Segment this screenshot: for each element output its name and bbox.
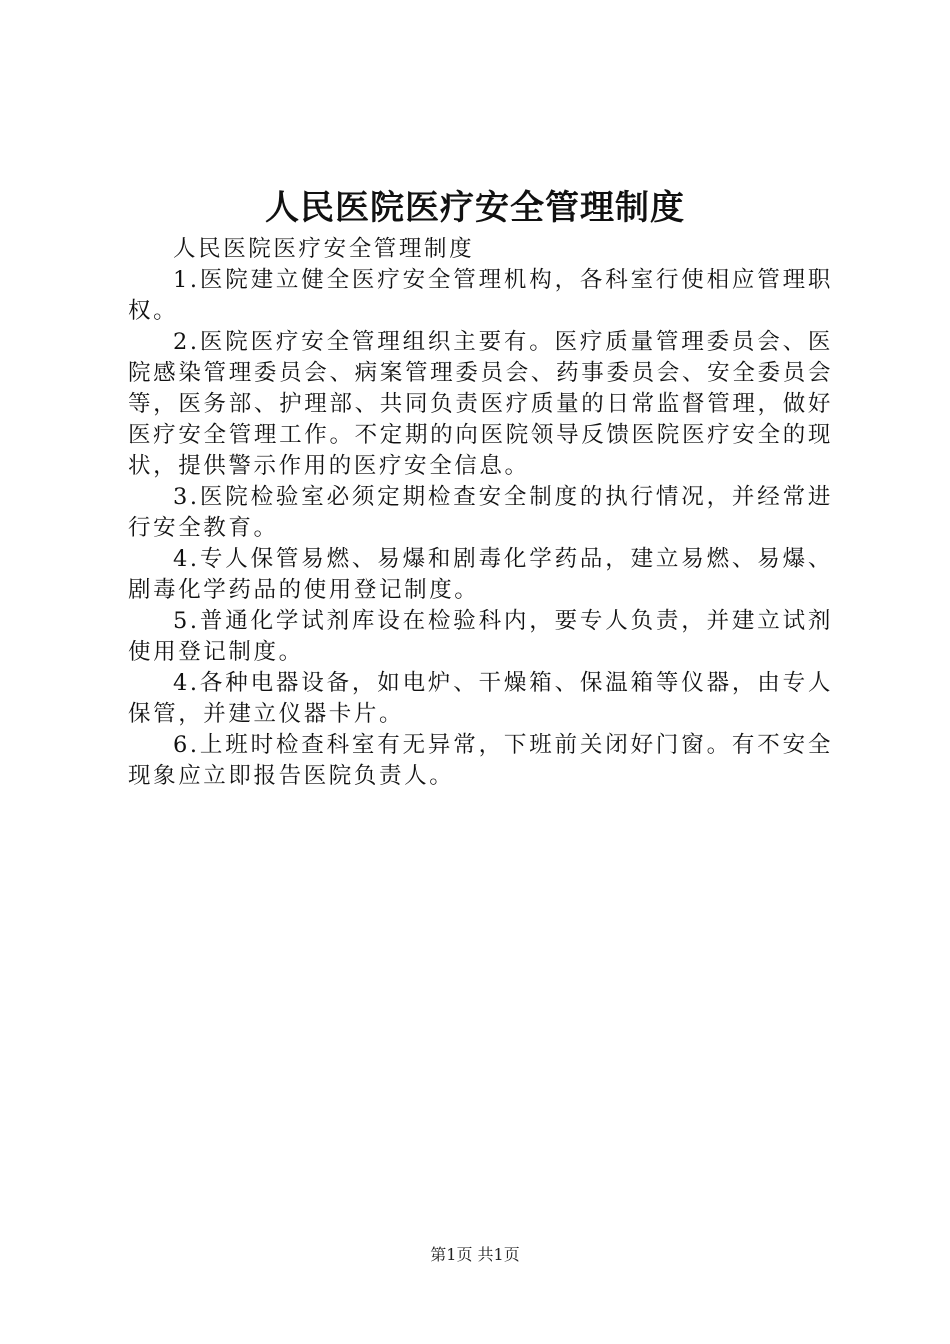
paragraph-item-1: 1.医院建立健全医疗安全管理机构，各科室行使相应管理职权。 bbox=[128, 267, 833, 324]
paragraph-item-4b: 4.各种电器设备，如电炉、干燥箱、保温箱等仪器，由专人保管，并建立仪器卡片。 bbox=[128, 670, 833, 727]
paragraph-item-2: 2.医院医疗安全管理组织主要有。医疗质量管理委员会、医院感染管理委员会、病案管理委员会、药事委员会、安全委员会等，医务部、护理部、共同负责医疗质量的日常监督管理，做好医疗安全管理工作。不定期的向医院领导反馈医院医疗安全的现状，提供警示作用的医疗安全信息。 bbox=[128, 329, 833, 479]
paragraph-item-5: 5.普通化学试剂库设在检验科内，要专人负责，并建立试剂使用登记制度。 bbox=[128, 608, 833, 665]
paragraph-item-4: 4.专人保管易燃、易爆和剧毒化学药品，建立易燃、易爆、剧毒化学药品的使用登记制度。 bbox=[128, 546, 833, 603]
paragraph-item-3: 3.医院检验室必须定期检查安全制度的执行情况，并经常进行安全教育。 bbox=[128, 484, 833, 541]
document-title: 人民医院医疗安全管理制度 bbox=[265, 188, 685, 228]
page-footer: 第1页 共1页 bbox=[430, 1245, 520, 1264]
paragraph-subtitle: 人民医院医疗安全管理制度 bbox=[173, 236, 475, 262]
document-body bbox=[128, 234, 833, 792]
paragraph-item-6: 6.上班时检查科室有无异常，下班前关闭好门窗。有不安全现象应立即报告医院负责人。 bbox=[128, 732, 833, 789]
